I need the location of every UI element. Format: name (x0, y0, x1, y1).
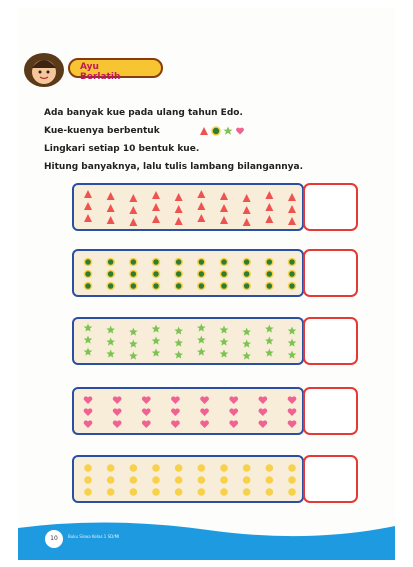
circle-icon (221, 283, 228, 290)
circle-icon (153, 283, 160, 290)
circle-icon (107, 259, 114, 266)
shape-grid (80, 461, 298, 499)
triangle-icon (265, 203, 273, 211)
heart-icon (84, 408, 93, 416)
heart-icon (229, 408, 238, 416)
circle-icon (243, 259, 250, 266)
moon-icon (198, 464, 206, 472)
star-icon (220, 350, 229, 358)
circle-icon (266, 259, 273, 266)
triangle-icon (152, 203, 160, 211)
moon-icon (107, 476, 115, 484)
circle-icon (85, 283, 92, 290)
circle-icon (153, 271, 160, 278)
heart-icon (258, 408, 267, 416)
instruction-2: Kue-kuenya berbentuk (44, 122, 303, 140)
circle-icon (130, 259, 137, 266)
circle-icon (289, 271, 296, 278)
star-icon (106, 338, 115, 346)
star-icon (288, 351, 297, 359)
circle-icon (107, 283, 114, 290)
triangle-icon (197, 202, 205, 210)
triangle-icon (129, 206, 137, 214)
heart-icon (229, 396, 238, 404)
star-icon (242, 328, 251, 336)
circle-icon (212, 127, 220, 135)
moon-icon (288, 476, 296, 484)
triangle-icon (200, 127, 208, 135)
heart-icon (288, 420, 297, 428)
moon-icon (84, 464, 92, 472)
triangle-icon (84, 190, 92, 198)
star-icon (288, 339, 297, 347)
circle-icon (85, 259, 92, 266)
star-icon (174, 327, 183, 335)
star-icon (197, 336, 206, 344)
triangle-icon (220, 204, 228, 212)
book-title: Buku Siswa Kelas 1 SD/MI (68, 534, 120, 539)
triangle-icon (84, 214, 92, 222)
heart-icon (84, 420, 93, 428)
instructions (44, 104, 303, 176)
star-icon (265, 325, 274, 333)
moon-icon (198, 488, 206, 496)
moon-icon (130, 488, 138, 496)
circle-icon (175, 283, 182, 290)
answer-box[interactable] (303, 387, 358, 435)
moon-icon (130, 476, 138, 484)
triangle-icon (129, 194, 137, 202)
triangle-icon (152, 215, 160, 223)
answer-box[interactable] (303, 455, 358, 503)
heart-icon (171, 408, 180, 416)
moon-icon (220, 476, 228, 484)
heart-icon (288, 396, 297, 404)
moon-icon (249, 127, 255, 135)
star-icon (197, 348, 206, 356)
shape-row (72, 249, 304, 297)
triangle-icon (107, 204, 115, 212)
avatar (22, 48, 66, 88)
header-badge (18, 48, 121, 82)
circle-icon (107, 271, 114, 278)
triangle-icon (243, 206, 251, 214)
triangle-icon (288, 193, 296, 201)
triangle-icon (197, 214, 205, 222)
circle-icon (153, 259, 160, 266)
star-icon (174, 339, 183, 347)
star-icon (265, 337, 274, 345)
moon-icon (243, 464, 251, 472)
star-icon (106, 350, 115, 358)
triangle-icon (152, 191, 160, 199)
triangle-icon (243, 218, 251, 226)
heart-icon (258, 420, 267, 428)
circle-icon (130, 283, 137, 290)
footer-wave (18, 520, 395, 560)
star-icon (84, 336, 93, 344)
circle-icon (175, 259, 182, 266)
triangle-icon (265, 215, 273, 223)
moon-icon (84, 488, 92, 496)
instruction-4: Hitung banyaknya, lalu tulis lambang bilangannya. (44, 162, 304, 172)
moon-icon (175, 464, 183, 472)
moon-icon (266, 476, 274, 484)
star-icon (197, 324, 206, 332)
instruction-1: Ada banyak kue pada ulang tahun Edo. (44, 108, 243, 118)
shape-row (72, 183, 304, 231)
moon-icon (288, 464, 296, 472)
shape-grid (80, 189, 298, 227)
circle-icon (289, 283, 296, 290)
heart-icon (142, 396, 151, 404)
triangle-icon (107, 192, 115, 200)
circle-icon (221, 271, 228, 278)
heart-icon (288, 408, 297, 416)
moon-icon (107, 488, 115, 496)
heart-icon (84, 396, 93, 404)
heart-icon (258, 396, 267, 404)
answer-box[interactable] (303, 183, 358, 231)
heart-icon (229, 420, 238, 428)
star-icon (106, 326, 115, 334)
moon-icon (152, 464, 160, 472)
legend-icons (199, 126, 259, 136)
star-icon (84, 324, 93, 332)
star-icon (220, 338, 229, 346)
star-icon (174, 351, 183, 359)
triangle-icon (129, 218, 137, 226)
moon-icon (266, 464, 274, 472)
shape-row (72, 317, 304, 365)
star-icon (152, 325, 161, 333)
moon-icon (175, 476, 183, 484)
circle-icon (198, 259, 205, 266)
triangle-icon (243, 194, 251, 202)
star-icon (84, 348, 93, 356)
circle-icon (266, 271, 273, 278)
heart-icon (113, 420, 122, 428)
triangle-icon (84, 202, 92, 210)
circle-icon (243, 283, 250, 290)
shape-grid (80, 255, 298, 293)
triangle-icon (107, 216, 115, 224)
heart-icon (200, 420, 209, 428)
moon-icon (266, 488, 274, 496)
star-icon (288, 327, 297, 335)
moon-icon (152, 488, 160, 496)
triangle-icon (197, 190, 205, 198)
shape-grid (80, 393, 298, 431)
moon-icon (220, 488, 228, 496)
circle-icon (130, 271, 137, 278)
triangle-icon (288, 217, 296, 225)
triangle-icon (288, 205, 296, 213)
shape-row (72, 455, 304, 503)
star-icon (242, 352, 251, 360)
star-icon (129, 340, 138, 348)
triangle-icon (265, 191, 273, 199)
moon-icon (152, 476, 160, 484)
moon-icon (130, 464, 138, 472)
moon-icon (243, 476, 251, 484)
heart-icon (171, 396, 180, 404)
shape-legend (199, 126, 259, 136)
triangle-icon (175, 193, 183, 201)
heart-icon (142, 408, 151, 416)
moon-icon (288, 488, 296, 496)
star-icon (242, 340, 251, 348)
heart-icon (200, 396, 209, 404)
triangle-icon (175, 205, 183, 213)
circle-icon (198, 283, 205, 290)
star-icon (265, 349, 274, 357)
moon-icon (107, 464, 115, 472)
circle-icon (198, 271, 205, 278)
triangle-icon (175, 217, 183, 225)
answer-box[interactable] (303, 317, 358, 365)
heart-icon (113, 396, 122, 404)
shape-grid (80, 323, 298, 361)
instruction-3: Lingkari setiap 10 bentuk kue. (44, 144, 200, 154)
circle-icon (266, 283, 273, 290)
heart-icon (236, 127, 244, 134)
triangle-icon (220, 216, 228, 224)
star-icon (129, 352, 138, 360)
moon-icon (175, 488, 183, 496)
banner-label: Ayu Berlatih (80, 62, 121, 82)
circle-icon (243, 271, 250, 278)
moon-icon (220, 464, 228, 472)
star-icon (129, 328, 138, 336)
circle-icon (85, 271, 92, 278)
shape-row (72, 387, 304, 435)
heart-icon (200, 408, 209, 416)
star-icon (152, 349, 161, 357)
triangle-icon (220, 192, 228, 200)
star-icon (152, 337, 161, 345)
heart-icon (171, 420, 180, 428)
circle-icon (175, 271, 182, 278)
moon-icon (243, 488, 251, 496)
page-number: 10 (45, 530, 63, 548)
star-icon (220, 326, 229, 334)
answer-box[interactable] (303, 249, 358, 297)
star-icon (223, 126, 232, 134)
heart-icon (113, 408, 122, 416)
moon-icon (84, 476, 92, 484)
heart-icon (142, 420, 151, 428)
moon-icon (198, 476, 206, 484)
circle-icon (221, 259, 228, 266)
circle-icon (289, 259, 296, 266)
